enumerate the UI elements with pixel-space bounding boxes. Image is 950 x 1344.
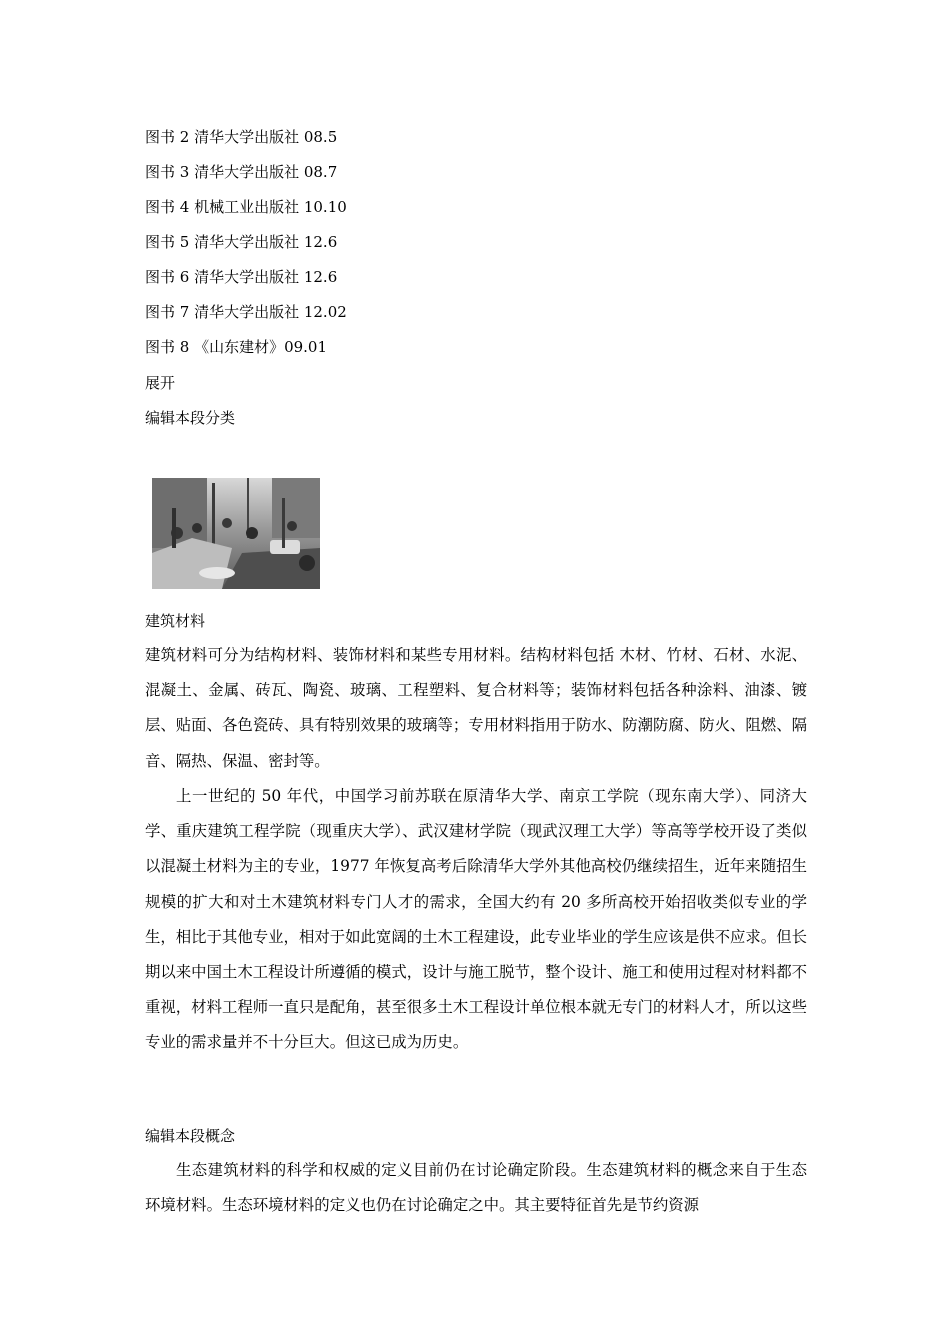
expand-link[interactable]: 展开 <box>145 374 176 392</box>
edit-section-concept-link[interactable]: 编辑本段概念 <box>145 1127 236 1145</box>
street-scene-photo <box>152 478 320 589</box>
history-paragraph: 上一世纪的 50 年代，中国学习前苏联在原清华大学、南京工学院（现东南大学）、同济大学、重庆建筑工程学院（现重庆大学）、武汉建材学院（现武汉理工大学）等高等学校开设了类似以混凝土材料为主的专业，1977 年恢复高考后除清华大学外其他高校仍继续招生，近年来随招生规模的扩大和对土木建筑材料专门人才的需求，全国大约有 20 多所高校开始招收类似专业的学生，相比于其他专业，相对于如此宽阔的土木工程建设，此专业毕业的学生应该是供不应求。但长期以来中国土木工程设计所遵循的模式，设计与施工脱节，整个设计、施工和使用过程对材料都不重视，材料工程师一直只是配角，甚至很多土木工程设计单位根本就无专门的材料人才，所以这些专业的需求量并不十分巨大。但这已成为历史。 <box>145 787 807 1052</box>
concept-paragraph: 生态建筑材料的科学和权威的定义目前仍在讨论确定阶段。生态建筑材料的概念来自于生态环境材料。生态环境材料的定义也仍在讨论确定之中。其主要特征首先是节约资源 <box>145 1161 807 1215</box>
book-list-item: 图书 6 清华大学出版社 12.6 <box>145 268 338 286</box>
book-list-item: 图书 2 清华大学出版社 08.5 <box>145 128 338 146</box>
book-list-item: 图书 7 清华大学出版社 12.02 <box>145 303 347 321</box>
image-caption: 建筑材料 <box>145 612 206 630</box>
photo-street-scene-icon <box>152 478 320 589</box>
edit-section-classification-link[interactable]: 编辑本段分类 <box>145 409 236 427</box>
classification-paragraph: 建筑材料可分为结构材料、装饰材料和某些专用材料。结构材料包括 木材、竹材、石材、水泥、混凝土、金属、砖瓦、陶瓷、玻璃、工程塑料、复合材料等；装饰材料包括各种涂料、油漆、镀层、贴面、各色瓷砖、具有特别效果的玻璃等；专用材料指用于防水、防潮防腐、防火、阻燃、隔音、隔热、保温、密封等。 <box>145 646 807 770</box>
book-list-item: 图书 5 清华大学出版社 12.6 <box>145 233 338 251</box>
book-list-item: 图书 8 《山东建材》09.01 <box>145 338 328 356</box>
book-list-item: 图书 4 机械工业出版社 10.10 <box>145 198 347 216</box>
book-list-item: 图书 3 清华大学出版社 08.7 <box>145 163 338 181</box>
